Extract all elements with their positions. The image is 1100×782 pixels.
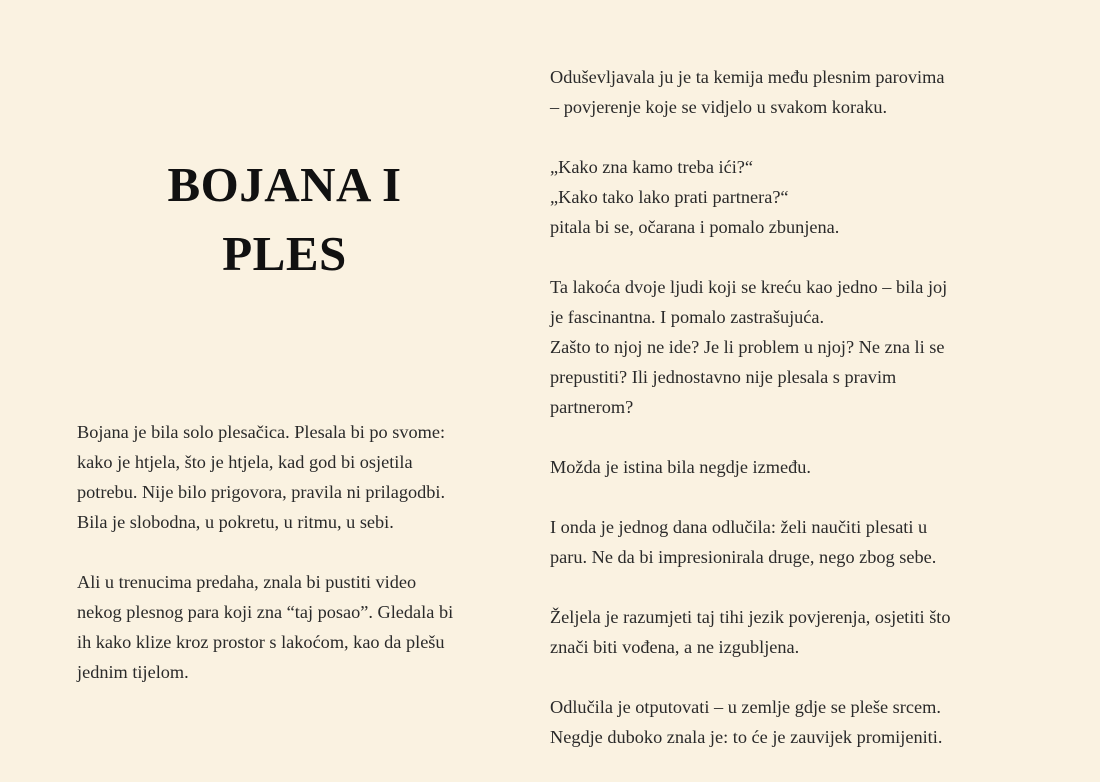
text-line: potrebu. Nije bilo prigovora, pravila ni prilagodbi. — [77, 482, 446, 502]
text-line: Zašto to njoj ne ide? Je li problem u njoj? Ne zna li se — [550, 337, 945, 357]
left-column — [77, 0, 517, 777]
text-line: Bila je slobodna, u pokretu, u ritmu, u sebi. — [77, 512, 394, 532]
text-line: jednim tijelom. — [77, 662, 189, 682]
right-column — [550, 62, 1030, 782]
text-line: Željela je razumjeti taj tihi jezik povjerenja, osjetiti što — [550, 607, 951, 627]
text-line: Možda je istina bila negdje između. — [550, 457, 811, 477]
paragraph — [550, 512, 1030, 572]
paragraph — [77, 567, 517, 687]
text-line: – povjerenje koje se vidjelo u svakom koraku. — [550, 97, 888, 117]
text-line: je fascinantna. I pomalo zastrašujuća. — [550, 307, 825, 327]
paragraph — [550, 692, 1030, 752]
page-title — [77, 150, 492, 288]
paragraph — [77, 417, 517, 537]
text-line: Ta lakoća dvoje ljudi koji se kreću kao jedno – bila joj — [550, 277, 948, 297]
text-line: Negdje duboko znala je: to će je zauvijek promijeniti. — [550, 727, 943, 747]
text-line: Bojana je bila solo plesačica. Plesala bi po svome: — [77, 422, 446, 442]
text-line: partnerom? — [550, 397, 634, 417]
paragraph — [550, 602, 1030, 662]
text-line: prepustiti? Ili jednostavno nije plesala s pravim — [550, 367, 897, 387]
paragraph — [550, 452, 1030, 482]
text-line: Oduševljavala ju je ta kemija među plesnim parovima — [550, 67, 945, 87]
left-text-block — [77, 417, 517, 717]
title-line: PLES — [222, 226, 347, 281]
text-line: ih kako klize kroz prostor s lakoćom, kao da plešu — [77, 632, 445, 652]
paragraph — [550, 152, 1030, 242]
text-line: kako je htjela, što je htjela, kad god bi osjetila — [77, 452, 413, 472]
text-line: „Kako zna kamo treba ići?“ — [550, 157, 754, 177]
text-line: „Kako tako lako prati partnera?“ — [550, 187, 789, 207]
text-line: pitala bi se, očarana i pomalo zbunjena. — [550, 217, 840, 237]
paragraph — [550, 272, 1030, 422]
text-line: Ali u trenucima predaha, znala bi pustiti video — [77, 572, 417, 592]
text-line: znači biti vođena, a ne izgubljena. — [550, 637, 800, 657]
text-line: Odlučila je otputovati – u zemlje gdje se pleše srcem. — [550, 697, 941, 717]
text-line: I onda je jednog dana odlučila: želi naučiti plesati u — [550, 517, 928, 537]
text-line: paru. Ne da bi impresionirala druge, nego zbog sebe. — [550, 547, 937, 567]
title-line: BOJANA I — [167, 157, 402, 212]
text-line: nekog plesnog para koji zna “taj posao”. Gledala bi — [77, 602, 454, 622]
paragraph — [550, 62, 1030, 122]
